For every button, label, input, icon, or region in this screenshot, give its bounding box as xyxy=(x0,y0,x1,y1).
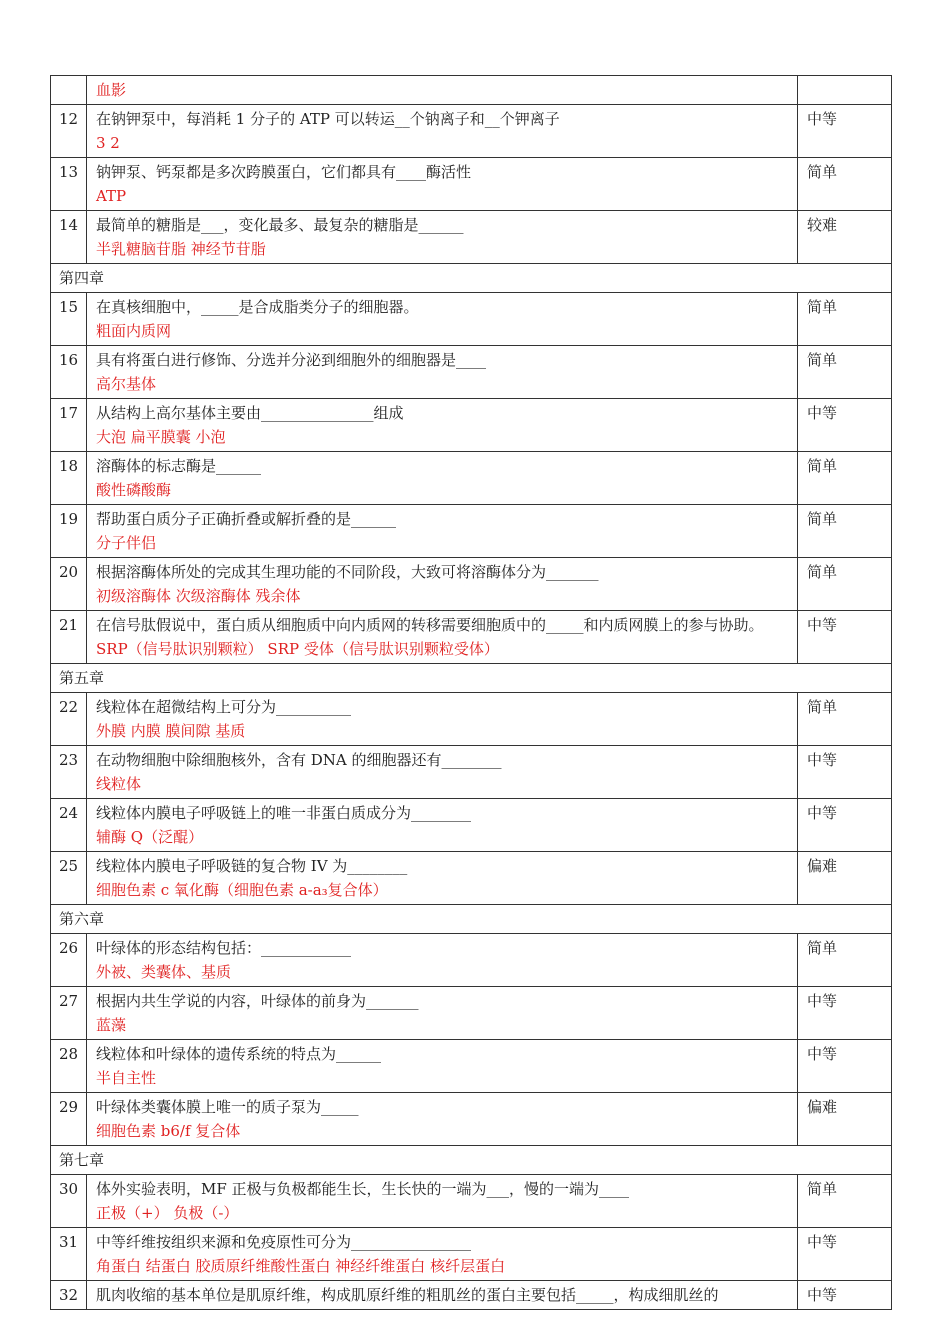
question-text: 线粒体内膜电子呼吸链上的唯一非蛋白质成分为________ xyxy=(96,804,472,822)
question-cell xyxy=(87,452,798,505)
answer-text: 角蛋白 结蛋白 胶质原纤维酸性蛋白 神经纤维蛋白 核纤层蛋白 xyxy=(96,1257,506,1275)
table-row xyxy=(51,505,892,558)
row-number: 28 xyxy=(51,1040,87,1093)
question-text: 具有将蛋白进行修饰、分选并分泌到细胞外的细胞器是____ xyxy=(96,351,487,369)
answer-text: 细胞色素 b6/f 复合体 xyxy=(96,1122,241,1140)
table-row-continued xyxy=(51,76,892,105)
chapter-row xyxy=(51,905,892,934)
difficulty-level: 中等 xyxy=(798,746,892,799)
table-row xyxy=(51,1281,892,1310)
answer-text: 细胞色素 c 氧化酶（细胞色素 a-a₃复合体） xyxy=(96,881,388,899)
difficulty-level: 简单 xyxy=(798,558,892,611)
question-cell xyxy=(87,105,798,158)
row-number: 26 xyxy=(51,934,87,987)
answer-text: 初级溶酶体 次级溶酶体 残余体 xyxy=(96,587,301,605)
table-row xyxy=(51,1175,892,1228)
chapter-row xyxy=(51,664,892,693)
question-cell xyxy=(87,1093,798,1146)
row-number: 30 xyxy=(51,1175,87,1228)
question-text: 在钠钾泵中，每消耗 1 分子的 ATP 可以转运__个钠离子和__个钾离子 xyxy=(96,110,560,128)
chapter-heading: 第七章 xyxy=(51,1146,892,1175)
answer-text: ATP xyxy=(96,187,127,205)
question-cell xyxy=(87,158,798,211)
table-row xyxy=(51,293,892,346)
row-number: 14 xyxy=(51,211,87,264)
question-cell xyxy=(87,1228,798,1281)
question-cell xyxy=(87,211,798,264)
question-cell xyxy=(87,1040,798,1093)
answer-text: 线粒体 xyxy=(96,775,142,793)
question-cell xyxy=(87,505,798,558)
table-row xyxy=(51,852,892,905)
difficulty-level: 中等 xyxy=(798,987,892,1040)
row-number: 25 xyxy=(51,852,87,905)
question-text: 根据内共生学说的内容，叶绿体的前身为_______ xyxy=(96,992,419,1010)
answer-text: 酸性磷酸酶 xyxy=(96,481,172,499)
chapter-heading: 第四章 xyxy=(51,264,892,293)
answer-text: 半乳糖脑苷脂 神经节苷脂 xyxy=(96,240,266,258)
question-text: 最简单的糖脂是___，变化最多、最复杂的糖脂是______ xyxy=(96,216,464,234)
difficulty-level: 简单 xyxy=(798,346,892,399)
question-cell xyxy=(87,746,798,799)
question-cell xyxy=(87,399,798,452)
question-text: 帮助蛋白质分子正确折叠或解折叠的是______ xyxy=(96,510,397,528)
difficulty-level: 偏难 xyxy=(798,852,892,905)
question-text: 体外实验表明，MF 正极与负极都能生长，生长快的一端为___，慢的一端为____ xyxy=(96,1180,630,1198)
difficulty-level: 简单 xyxy=(798,1175,892,1228)
difficulty-level: 中等 xyxy=(798,399,892,452)
question-text: 在真核细胞中，_____是合成脂类分子的细胞器。 xyxy=(96,298,419,316)
table-row xyxy=(51,693,892,746)
row-number xyxy=(51,76,87,105)
chapter-row xyxy=(51,264,892,293)
table-row xyxy=(51,346,892,399)
table-row xyxy=(51,452,892,505)
difficulty-level: 简单 xyxy=(798,505,892,558)
question-cell xyxy=(87,693,798,746)
question-text: 在信号肽假说中，蛋白质从细胞质中向内质网的转移需要细胞质中的_____和内质网膜上的参与协助。 xyxy=(96,616,764,634)
answer-text: 辅酶 Q（泛醌） xyxy=(96,828,204,846)
row-number: 24 xyxy=(51,799,87,852)
question-table xyxy=(50,75,892,1310)
question-text: 叶绿体类囊体膜上唯一的质子泵为_____ xyxy=(96,1098,359,1116)
difficulty-level: 偏难 xyxy=(798,1093,892,1146)
row-number: 22 xyxy=(51,693,87,746)
question-cell xyxy=(87,346,798,399)
table-row xyxy=(51,934,892,987)
question-text: 线粒体在超微结构上可分为__________ xyxy=(96,698,352,716)
table-row xyxy=(51,211,892,264)
question-cell xyxy=(87,1175,798,1228)
difficulty-level: 简单 xyxy=(798,693,892,746)
answer-text: 大泡 扁平膜囊 小泡 xyxy=(96,428,226,446)
table-row xyxy=(51,158,892,211)
table-row xyxy=(51,1040,892,1093)
table-row xyxy=(51,1093,892,1146)
question-cell xyxy=(87,293,798,346)
row-number: 29 xyxy=(51,1093,87,1146)
question-text: 肌肉收缩的基本单位是肌原纤维，构成肌原纤维的粗肌丝的蛋白主要包括_____，构成细肌丝的 xyxy=(96,1286,719,1304)
question-text: 线粒体和叶绿体的遗传系统的特点为______ xyxy=(96,1045,382,1063)
row-number: 15 xyxy=(51,293,87,346)
question-table-body xyxy=(51,76,892,1310)
question-cell xyxy=(87,934,798,987)
table-row xyxy=(51,746,892,799)
difficulty-level: 中等 xyxy=(798,1040,892,1093)
row-number: 21 xyxy=(51,611,87,664)
answer-text: 正极（+） 负极（-） xyxy=(96,1204,239,1222)
question-text: 钠钾泵、钙泵都是多次跨膜蛋白，它们都具有____酶活性 xyxy=(96,163,472,181)
difficulty-level: 简单 xyxy=(798,452,892,505)
answer-text: 外膜 内膜 膜间隙 基质 xyxy=(96,722,246,740)
row-number: 31 xyxy=(51,1228,87,1281)
difficulty-level: 中等 xyxy=(798,1228,892,1281)
difficulty-level: 中等 xyxy=(798,799,892,852)
difficulty-level: 中等 xyxy=(798,611,892,664)
table-row xyxy=(51,799,892,852)
answer-text: SRP（信号肽识别颗粒） SRP 受体（信号肽识别颗粒受体） xyxy=(96,640,499,658)
difficulty-level: 简单 xyxy=(798,158,892,211)
difficulty-level xyxy=(798,76,892,105)
answer-text: 半自主性 xyxy=(96,1069,157,1087)
table-row xyxy=(51,558,892,611)
row-number: 13 xyxy=(51,158,87,211)
chapter-heading: 第六章 xyxy=(51,905,892,934)
question-cell xyxy=(87,852,798,905)
table-row xyxy=(51,611,892,664)
answer-text: 高尔基体 xyxy=(96,375,157,393)
question-cell xyxy=(87,611,798,664)
question-cell xyxy=(87,558,798,611)
question-text: 叶绿体的形态结构包括：____________ xyxy=(96,939,352,957)
answer-text: 3 2 xyxy=(96,134,120,152)
row-number: 27 xyxy=(51,987,87,1040)
difficulty-level: 简单 xyxy=(798,293,892,346)
question-text: 根据溶酶体所处的完成其生理功能的不同阶段，大致可将溶酶体分为_______ xyxy=(96,563,599,581)
question-cell xyxy=(87,76,798,105)
difficulty-level: 较难 xyxy=(798,211,892,264)
row-number: 20 xyxy=(51,558,87,611)
row-number: 12 xyxy=(51,105,87,158)
table-row xyxy=(51,399,892,452)
question-text: 溶酶体的标志酶是______ xyxy=(96,457,262,475)
answer-text: 粗面内质网 xyxy=(96,322,172,340)
answer-text: 外被、类囊体、基质 xyxy=(96,963,232,981)
difficulty-level: 简单 xyxy=(798,934,892,987)
chapter-row xyxy=(51,1146,892,1175)
difficulty-level: 中等 xyxy=(798,105,892,158)
table-row xyxy=(51,105,892,158)
question-text: 从结构上高尔基体主要由_______________组成 xyxy=(96,404,404,422)
row-number: 32 xyxy=(51,1281,87,1310)
row-number: 19 xyxy=(51,505,87,558)
table-row xyxy=(51,1228,892,1281)
row-number: 23 xyxy=(51,746,87,799)
difficulty-level: 中等 xyxy=(798,1281,892,1310)
table-row xyxy=(51,987,892,1040)
question-text: 在动物细胞中除细胞核外，含有 DNA 的细胞器还有________ xyxy=(96,751,502,769)
question-cell xyxy=(87,799,798,852)
question-text: 线粒体内膜电子呼吸链的复合物 IV 为________ xyxy=(96,857,408,875)
question-text: 中等纤维按组织来源和免疫原性可分为________________ xyxy=(96,1233,472,1251)
row-number: 18 xyxy=(51,452,87,505)
answer-text: 分子伴侣 xyxy=(96,534,157,552)
question-cell xyxy=(87,987,798,1040)
row-number: 17 xyxy=(51,399,87,452)
answer-text: 血影 xyxy=(96,81,127,99)
question-cell xyxy=(87,1281,798,1310)
chapter-heading: 第五章 xyxy=(51,664,892,693)
row-number: 16 xyxy=(51,346,87,399)
answer-text: 蓝藻 xyxy=(96,1016,127,1034)
